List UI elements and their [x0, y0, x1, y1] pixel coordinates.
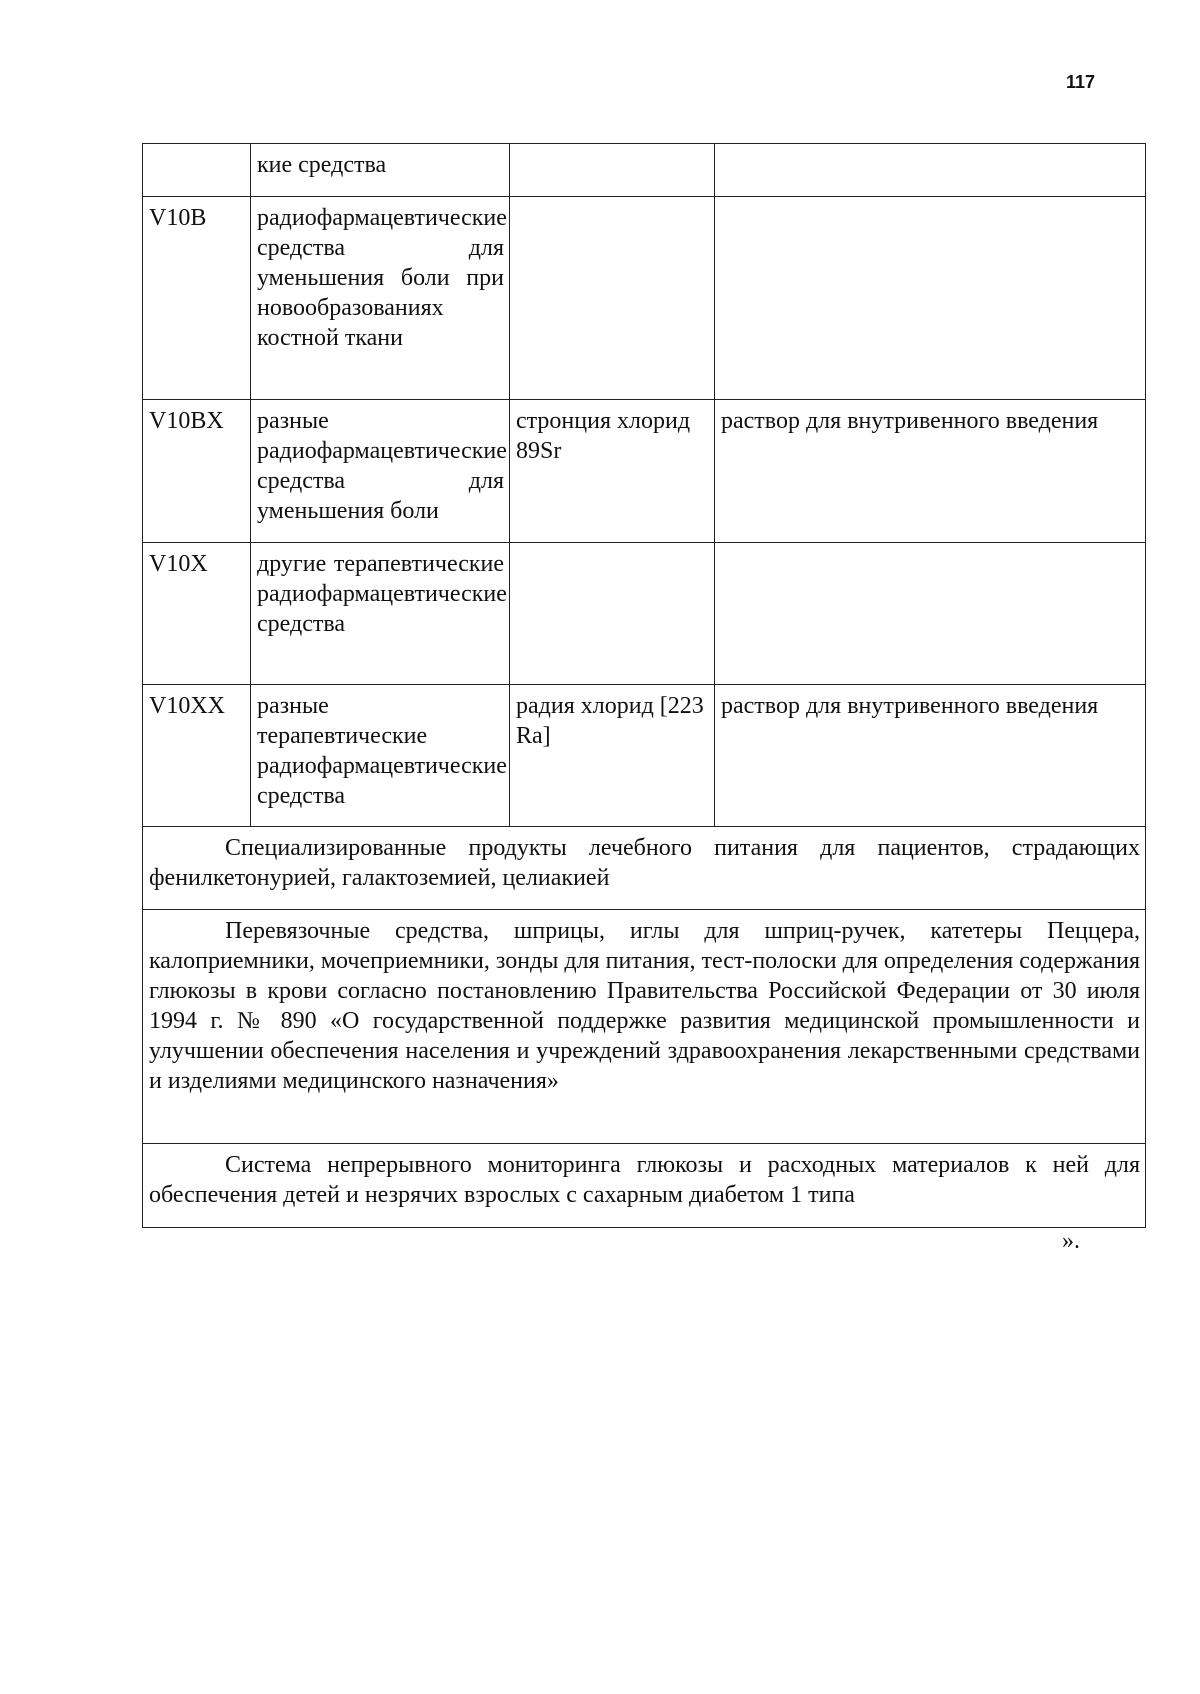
atc-description-cell: кие средства	[251, 144, 510, 197]
dosage-form-cell	[715, 543, 1146, 685]
drug-name-cell	[510, 197, 715, 400]
table-row	[143, 827, 1146, 910]
table-row	[143, 685, 1146, 827]
atc-code-cell: V10X	[143, 543, 251, 685]
page-number: 117	[1066, 72, 1096, 92]
table-row	[143, 543, 1146, 685]
wide-row-text: Система непрерывного мониторинга глюкозы и расходных материалов к ней для обеспечения детей и незрячих взрослых с сахарным диабетом 1 типа	[149, 1152, 1140, 1208]
medication-table	[142, 143, 1146, 1228]
dosage-form-cell	[715, 144, 1146, 197]
drug-name-cell	[510, 543, 715, 685]
closing-quote-mark: ».	[1062, 1228, 1080, 1254]
wide-row-text: Перевязочные средства, шприцы, иглы для шприц-ручек, катетеры Пеццера, калоприемники, мочеприемники, зонды для питания, тест-полоски для определения содержания глюкозы в крови согласно постановлению Правительства Российской Федерации от 30 июля 1994 г. № 890 «О государственной поддержке развития медицинской промышленности и улучшении обеспечения населения и учреждений здравоохранения лекарственными средствами и изделиями медицинского назначения»	[149, 918, 1140, 1094]
atc-description-cell: разные терапевтические радиофармацевтические средства	[251, 685, 510, 827]
dosage-form-cell	[715, 197, 1146, 400]
atc-description-cell: разные радиофармацевтические средства для уменьшения боли	[251, 400, 510, 543]
atc-description-cell: радиофармацевтические средства для уменьшения боли при новообразованиях костной ткани	[251, 197, 510, 400]
atc-code-cell	[143, 144, 251, 197]
atc-code-cell: V10XX	[143, 685, 251, 827]
drug-name-cell: стронция хлорид 89Sr	[510, 400, 715, 543]
table-row	[143, 197, 1146, 400]
atc-code-cell: V10B	[143, 197, 251, 400]
drug-name-cell	[510, 144, 715, 197]
table-row	[143, 910, 1146, 1144]
drug-name-cell: радия хлорид [223 Ra]	[510, 685, 715, 827]
table-row	[143, 144, 1146, 197]
nutrition-products-row	[143, 827, 1146, 910]
atc-description-cell: другие терапевтические радиофармацевтические средства	[251, 543, 510, 685]
table-row	[143, 1144, 1146, 1228]
dosage-form-cell: раствор для внутривенного введения	[715, 400, 1146, 543]
atc-code-cell: V10BX	[143, 400, 251, 543]
table-row	[143, 400, 1146, 543]
glucose-monitoring-row	[143, 1144, 1146, 1228]
wide-row-text: Специализированные продукты лечебного питания для пациентов, страдающих фенилкетонурией, галактоземией, целиакией	[149, 835, 1140, 891]
medical-supplies-row	[143, 910, 1146, 1144]
dosage-form-cell: раствор для внутривенного введения	[715, 685, 1146, 827]
